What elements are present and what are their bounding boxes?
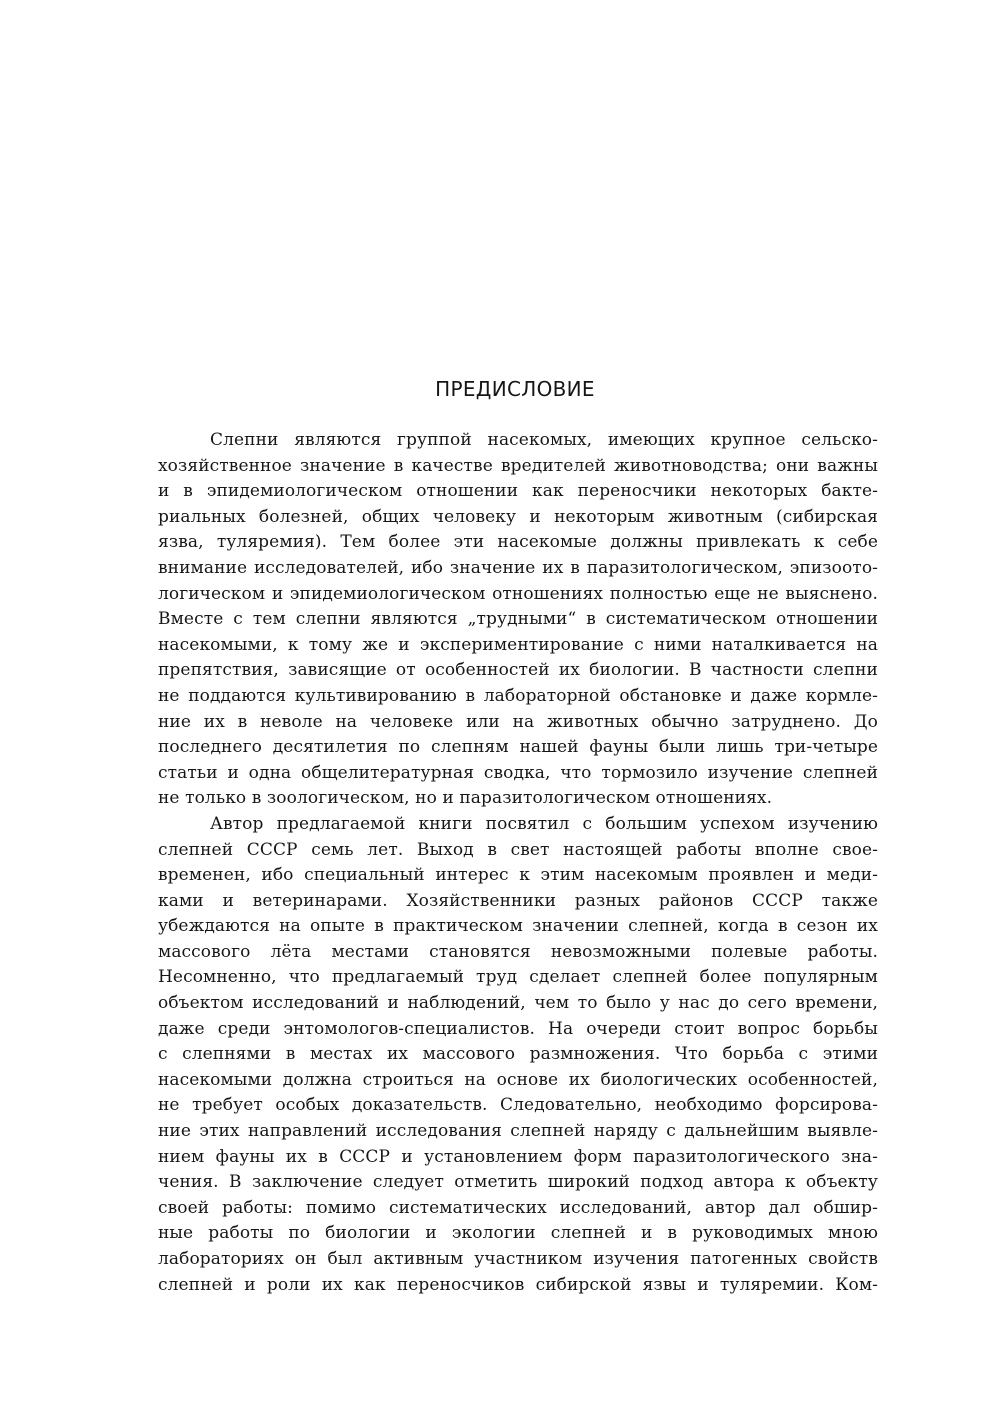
text-line: хозяйственное значение в качестве вредителей животноводства; они важны [158,455,878,476]
text-line: своей работы: помимо систематических исследований, автор дал обшир- [158,1197,878,1218]
text-line: не требует особых доказательств. Следовательно, необходимо форсирова- [158,1095,878,1116]
text-line: убеждаются на опыте в практическом значении слепней, когда в сезон их [158,916,878,937]
text-line: чения. В заключение следует отметить широкий подход автора к объекту [158,1172,878,1193]
text-line: с слепнями в местах их массового размножения. Что борьба с этими [158,1044,878,1065]
text-line: ние этих направлений исследования слепней наряду с дальнейшим выявле- [158,1121,878,1142]
text-line: Слепни являются группой насекомых, имеющих крупное сельско- [210,430,878,450]
text-line: логическом и эпидемиологическом отношениях полностью еще не выяснено. [158,583,878,604]
text-line: лабораториях он был активным участником изучения патогенных свойств [158,1249,878,1269]
text-line: насекомыми должна строиться на основе их биологических особенностей, [158,1069,878,1090]
text-line: Несомненно, что предлагаемый труд сделает слепней более популярным [158,967,878,988]
text-line: насекомыми, к тому же и экспериментирование с ними наталкивается на [158,634,878,655]
text-line: и в эпидемиологическом отношении как переносчики некоторых бакте- [158,481,878,502]
text-line: нием фауны их в СССР и установлением форм паразитологического зна- [158,1146,878,1167]
text-line: не только в зоологическом, но и паразитологическом отношениях. [158,788,773,809]
text-line: ные работы по биологии и экологии слепней и в руководимых мною [158,1223,878,1244]
text-line: последнего десятилетия по слепням нашей фауны были лишь три-четыре [158,737,878,758]
text-line: ние их в неволе на человеке или на животных обычно затруднено. До [158,711,878,732]
text-line: язва, туляремия). Тем более эти насекомые должны привлекать к себе [158,532,878,553]
text-line: временен, ибо специальный интерес к этим насекомым проявлен и меди- [158,865,878,886]
text-line: внимание исследователей, ибо значение их в паразитологическом, эпизоото- [158,557,878,578]
text-line: Вместе с тем слепни являются „трудными“ в систематическом отношении [158,609,878,630]
text-line: массового лёта местами становятся невозможными полевые работы. [158,941,878,962]
text-line: слепней и роли их как переносчиков сибирской язвы и туляремии. Ком- [158,1274,878,1295]
body-text [158,428,878,1298]
text-line: препятствия, зависящие от особенностей их биологии. В частности слепни [158,660,878,681]
text-line: слепней СССР семь лет. Выход в свет настоящей работы вполне свое- [158,839,878,860]
text-line: статьи и одна общелитературная сводка, что тормозило изучение слепней [158,762,878,783]
text-line: не поддаются культивированию в лабораторной обстановке и даже кормле- [158,685,878,706]
text-line: даже среди энтомологов-специалистов. На очереди стоит вопрос борьбы [158,1018,878,1039]
text-line: риальных болезней, общих человеку и некоторым животным (сибирская [158,506,878,527]
text-line: Автор предлагаемой книги посвятил с большим успехом изучению [210,813,878,834]
text-line: объектом исследований и наблюдений, чем то было у нас до сего времени, [158,993,878,1014]
text-line: ками и ветеринарами. Хозяйственники разных районов СССР также [158,890,878,911]
page-title: ПРЕДИСЛОВИЕ [435,377,595,401]
